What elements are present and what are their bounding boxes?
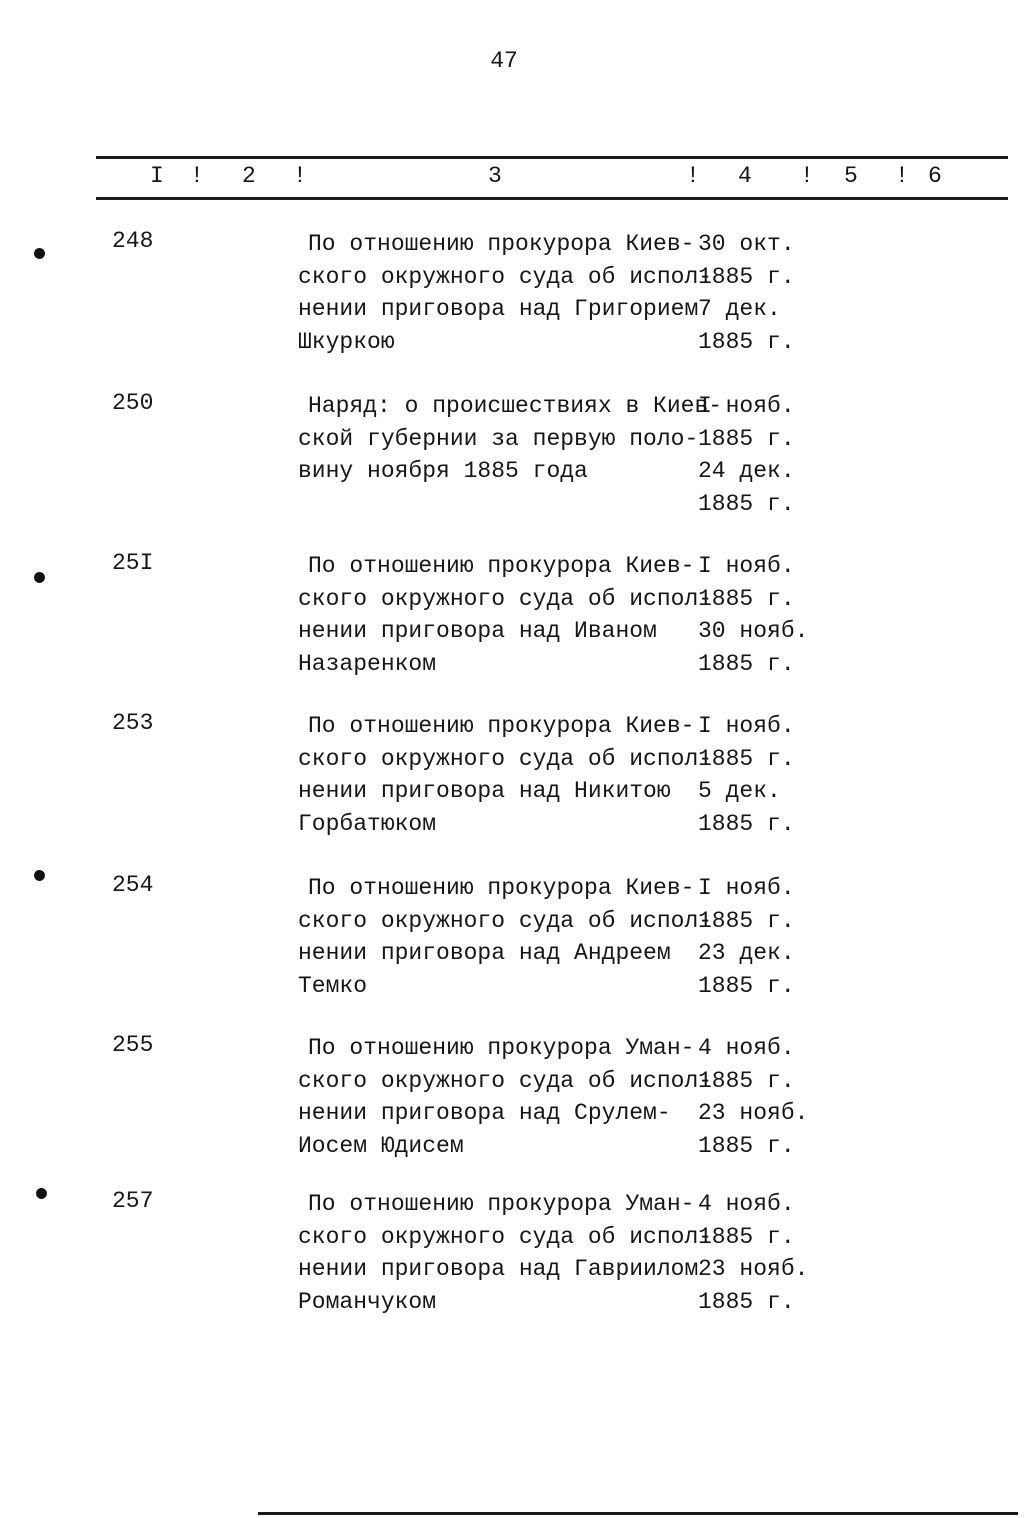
title-line: По отношению прокурора Киев- — [308, 553, 695, 579]
date-line: 23 дек. — [698, 940, 795, 966]
table-header — [0, 163, 1024, 193]
table-top-rule — [96, 156, 1008, 159]
entry-number: 254 — [112, 872, 154, 898]
punch-hole-mark — [34, 1186, 48, 1200]
date-line: I нояб. — [698, 393, 795, 419]
title-line: По отношению прокурора Киев- — [308, 231, 695, 257]
title-line: нении приговора над Иваном — [298, 618, 657, 644]
date-line: 24 дек. — [698, 458, 795, 484]
header-separator-1: ! — [190, 163, 204, 189]
title-line: ского окружного суда об испол- — [298, 263, 713, 290]
header-separator-3: ! — [686, 163, 700, 189]
header-col-5: 5 — [844, 163, 858, 189]
entry-number: 255 — [112, 1032, 154, 1058]
title-line: ского окружного суда об испол- — [298, 585, 713, 612]
title-line: ской губернии за первую поло- — [298, 425, 699, 452]
date-line: 1885 г. — [698, 810, 795, 837]
date-line: 1885 г. — [698, 425, 795, 452]
header-separator-5: ! — [895, 163, 909, 189]
entry-title — [298, 710, 713, 840]
title-line: нении приговора над Срулем- — [298, 1100, 671, 1126]
entry-title — [298, 1032, 713, 1162]
entry-dates — [698, 390, 795, 520]
date-line: 30 окт. — [698, 231, 795, 257]
header-col-2: 2 — [242, 163, 256, 189]
date-line: 4 нояб. — [698, 1035, 795, 1061]
title-line: Темко — [298, 972, 368, 999]
date-line: I нояб. — [698, 713, 795, 739]
date-line: 4 нояб. — [698, 1191, 795, 1217]
page-footer-rule — [258, 1512, 1018, 1515]
date-line: 1885 г. — [698, 585, 795, 612]
date-line: 1885 г. — [698, 745, 795, 772]
title-line: нении приговора над Гавриилом — [298, 1256, 699, 1282]
date-line: 1885 г. — [698, 263, 795, 290]
entry-title — [298, 390, 723, 488]
title-line: По отношению прокурора Уман- — [308, 1035, 695, 1061]
title-line: Романчуком — [298, 1288, 437, 1315]
date-line: 1885 г. — [698, 1067, 795, 1094]
title-line: Наряд: о происшествиях в Киев- — [308, 393, 723, 419]
title-line: По отношению прокурора Киев- — [308, 713, 695, 739]
title-line: Назаренком — [298, 650, 437, 677]
title-line: вину ноября 1885 года — [298, 458, 588, 484]
entry-title — [298, 550, 713, 680]
header-col-4: 4 — [738, 163, 752, 189]
entry-title — [298, 228, 713, 358]
entry-dates — [698, 550, 808, 680]
date-line: 1885 г. — [698, 1288, 795, 1315]
date-line: 23 нояб. — [698, 1256, 809, 1282]
title-line: Горбатюком — [298, 810, 437, 837]
date-line: 5 дек. — [698, 778, 781, 804]
title-line: нении приговора над Никитою — [298, 778, 671, 804]
title-line: ского окружного суда об испол- — [298, 745, 713, 772]
entry-dates — [698, 1032, 808, 1162]
title-line: ского окружного суда об испол- — [298, 907, 713, 934]
punch-hole-mark — [32, 868, 46, 882]
date-line: 7 дек. — [698, 296, 781, 322]
header-col-1: I — [150, 163, 164, 189]
entry-title — [298, 1188, 713, 1318]
entry-dates — [698, 1188, 808, 1318]
title-line: Шкуркою — [298, 328, 395, 355]
header-col-6: 6 — [928, 163, 942, 189]
date-line: 1885 г. — [698, 1223, 795, 1250]
date-line: 30 нояб. — [698, 618, 809, 644]
date-line: 1885 г. — [698, 972, 795, 999]
date-line: I нояб. — [698, 875, 795, 901]
date-line: 1885 г. — [698, 650, 795, 677]
entry-dates — [698, 872, 795, 1002]
header-col-3: 3 — [488, 163, 502, 189]
title-line: По отношению прокурора Киев- — [308, 875, 695, 901]
entry-dates — [698, 710, 795, 840]
header-separator-2: ! — [293, 163, 307, 189]
date-line: 23 нояб. — [698, 1100, 809, 1126]
entry-number: 248 — [112, 228, 154, 254]
entry-number: 257 — [112, 1188, 154, 1214]
title-line: ского окружного суда об испол- — [298, 1223, 713, 1250]
entry-number: 25I — [112, 550, 154, 576]
date-line: 1885 г. — [698, 328, 795, 355]
title-line: По отношению прокурора Уман- — [308, 1191, 695, 1217]
title-line: нении приговора над Григорием — [298, 296, 699, 322]
punch-hole-mark — [32, 246, 46, 260]
table-header-rule — [96, 197, 1008, 200]
title-line: нении приговора над Андреем — [298, 940, 671, 966]
date-line: 1885 г. — [698, 1132, 795, 1159]
date-line: 1885 г. — [698, 490, 795, 517]
entry-dates — [698, 228, 795, 358]
punch-hole-mark — [32, 570, 46, 584]
title-line: ского окружного суда об испол- — [298, 1067, 713, 1094]
page-number: 47 — [490, 48, 518, 74]
entry-number: 250 — [112, 390, 154, 416]
date-line: 1885 г. — [698, 907, 795, 934]
header-separator-4: ! — [800, 163, 814, 189]
entry-title — [298, 872, 713, 1002]
date-line: I нояб. — [698, 553, 795, 579]
entry-number: 253 — [112, 710, 154, 736]
title-line: Иосем Юдисем — [298, 1132, 464, 1159]
